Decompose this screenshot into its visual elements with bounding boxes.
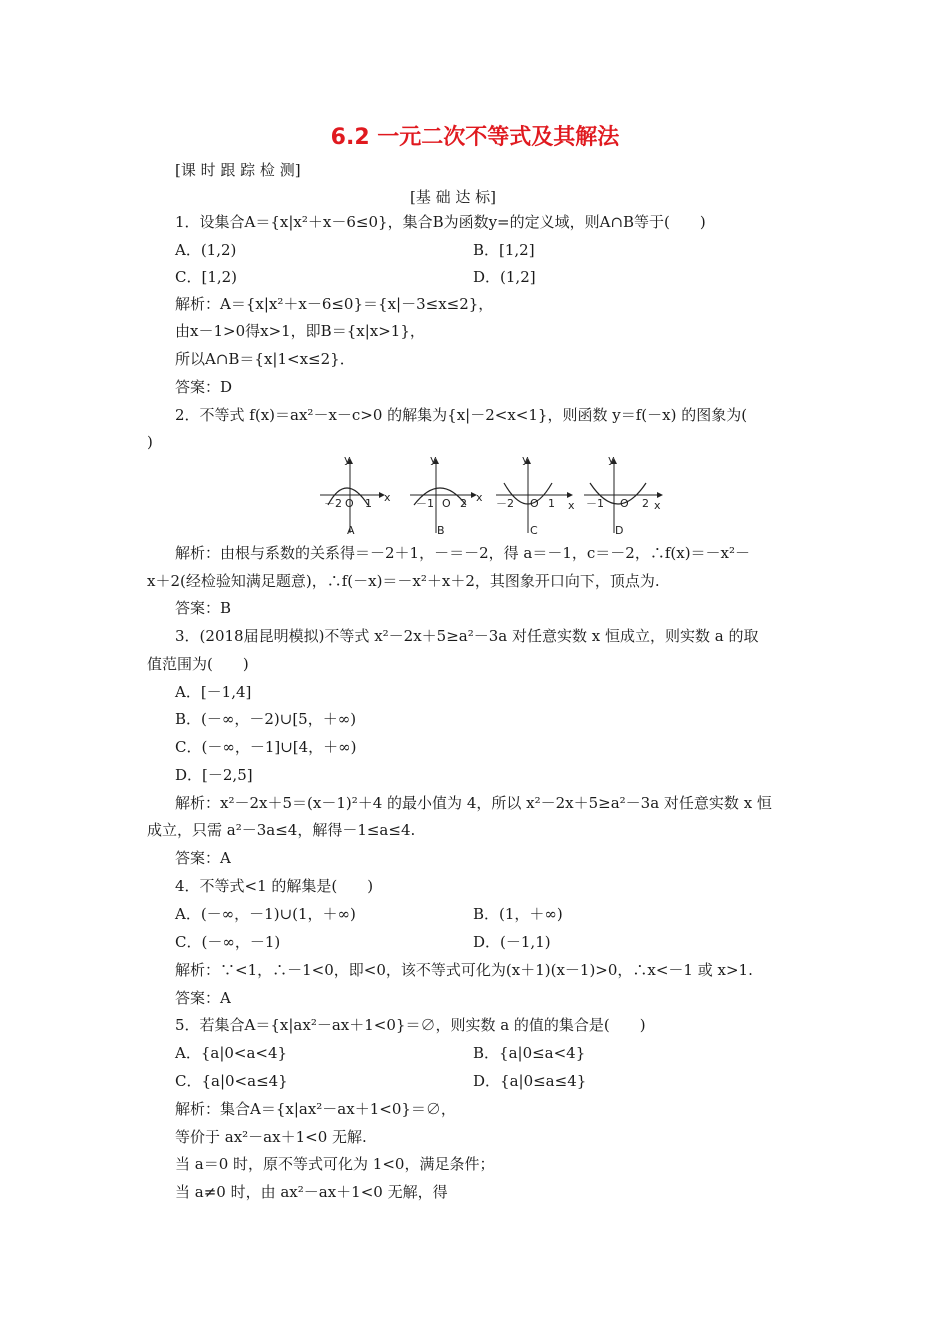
q1-analysis: 所以A∩B＝{x|1<x≤2}． <box>175 350 355 368</box>
q4-analysis: 解析：∵<1，∴－1<0，即<0，该不等式可化为(x＋1)(x－1)>0，∴x<－1 或 x>1. <box>175 961 753 979</box>
tick-label: O <box>620 497 629 510</box>
axis-x-label: x <box>476 491 483 504</box>
q5-option-d: D．{a|0≤a≤4} <box>473 1072 587 1090</box>
tick-label: －2 <box>324 497 342 510</box>
q3-option-d: D．[－2,5] <box>175 766 253 784</box>
q3-option-c: C．(－∞，－1]∪[4，＋∞) <box>175 738 357 756</box>
panel-letter: D <box>615 524 624 537</box>
q4-option-b: B．(1，＋∞) <box>473 905 563 923</box>
panel-letter: A <box>347 524 355 537</box>
q2-answer: 答案：B <box>175 599 232 617</box>
tick-label: 1 <box>365 497 372 510</box>
q4-answer: 答案：A <box>175 989 231 1007</box>
q1-option-b: B．[1,2] <box>473 241 535 259</box>
q3-analysis: 成立，只需 a²－3a≤4，解得－1≤a≤4. <box>147 821 416 839</box>
q5-analysis: 等价于 ax²－ax＋1<0 无解. <box>175 1128 367 1146</box>
tick-label: －1 <box>586 497 604 510</box>
section-heading: [基 础 达 标] <box>410 188 497 206</box>
q1-analysis: 解析：A＝{x|x²＋x－6≤0}＝{x|－3≤x≤2}， <box>175 295 494 313</box>
q2-analysis: 解析：由根与系数的关系得＝－2＋1，－＝－2，得 a＝－1，c＝－2，∴f(x)＝－x²－ <box>175 544 751 562</box>
q3-option-b: B．(－∞，－2)∪[5，＋∞) <box>175 710 357 728</box>
axis-x-label: x <box>384 491 391 504</box>
axis-x-label: x <box>654 499 661 512</box>
q3-analysis: 解析：x²－2x＋5＝(x－1)²＋4 的最小值为 4，所以 x²－2x＋5≥a²－3a 对任意实数 x 恒 <box>175 794 772 812</box>
q4-option-d: D．(－1,1) <box>473 933 551 951</box>
graph-options-figure <box>316 453 666 539</box>
page-title: 6.2 一元二次不等式及其解法 <box>330 125 620 150</box>
q2-analysis: x＋2(经检验知满足题意)，∴f(－x)＝－x²＋x＋2，其图象开口向下，顶点为. <box>147 572 660 590</box>
q4-option-a: A．(－∞，－1)∪(1，＋∞) <box>175 905 356 923</box>
q1-option-a: A．(1,2) <box>175 241 237 259</box>
axis-y-label: y <box>430 453 437 466</box>
axis-x-label: x <box>568 499 575 512</box>
q1-option-d: D．(1,2] <box>473 268 536 286</box>
q1-option-c: C．[1,2) <box>175 268 238 286</box>
axis-y-label: y <box>522 453 529 466</box>
tick-label: 2 <box>460 497 467 510</box>
q5-option-b: B．{a|0≤a<4} <box>473 1044 586 1062</box>
axis-y-label: y <box>608 453 615 466</box>
q4-option-c: C．(－∞，－1) <box>175 933 281 951</box>
q5-analysis: 当 a＝0 时，原不等式可化为 1<0，满足条件； <box>175 1155 495 1173</box>
q3-option-a: A．[－1,4] <box>175 683 252 701</box>
panel-letter: B <box>437 524 445 537</box>
q5-option-c: C．{a|0<a≤4} <box>175 1072 288 1090</box>
panel-letter: C <box>530 524 538 537</box>
tick-label: －2 <box>496 497 514 510</box>
tick-label: O <box>345 497 354 510</box>
graph-panel-b <box>410 453 483 537</box>
tick-label: 2 <box>642 497 649 510</box>
question-1-stem: 1．设集合A＝{x|x²＋x－6≤0}，集合B为函数y=的定义域，则A∩B等于( ) <box>175 213 706 231</box>
q5-analysis: 解析：集合A＝{x|ax²－ax＋1<0}＝∅， <box>175 1100 456 1118</box>
question-3-stem: 值范围为( ) <box>147 655 249 673</box>
tick-label: O <box>530 497 539 510</box>
question-5-stem: 5．若集合A＝{x|ax²－ax＋1<0}＝∅，则实数 a 的值的集合是( ) <box>175 1016 646 1034</box>
question-2-stem: ) <box>147 433 153 451</box>
graph-panel-c <box>496 453 575 537</box>
axis-y-label: y <box>344 453 351 466</box>
graph-panel-d <box>584 453 662 537</box>
q3-answer: 答案：A <box>175 849 231 867</box>
question-2-stem: 2．不等式 f(x)＝ax²－x－c>0 的解集为{x|－2<x<1}，则函数 y＝f(－x) 的图象为( <box>175 406 748 424</box>
tick-label: O <box>442 497 451 510</box>
q1-answer: 答案：D <box>175 378 233 396</box>
q5-analysis: 当 a≠0 时，由 ax²－ax＋1<0 无解，得 <box>175 1183 448 1201</box>
q1-analysis: 由x－1>0得x>1，即B＝{x|x>1}， <box>175 322 425 340</box>
graph-panel-a <box>320 453 391 537</box>
exercise-tag: [课 时 跟 踪 检 测] <box>175 161 301 179</box>
tick-label: －1 <box>416 497 434 510</box>
q5-option-a: A．{a|0<a<4} <box>175 1044 288 1062</box>
tick-label: 1 <box>548 497 555 510</box>
question-3-stem: 3．(2018届昆明模拟)不等式 x²－2x＋5≥a²－3a 对任意实数 x 恒成立，则实数 a 的取 <box>175 627 759 645</box>
question-4-stem: 4．不等式<1 的解集是( ) <box>175 877 374 895</box>
